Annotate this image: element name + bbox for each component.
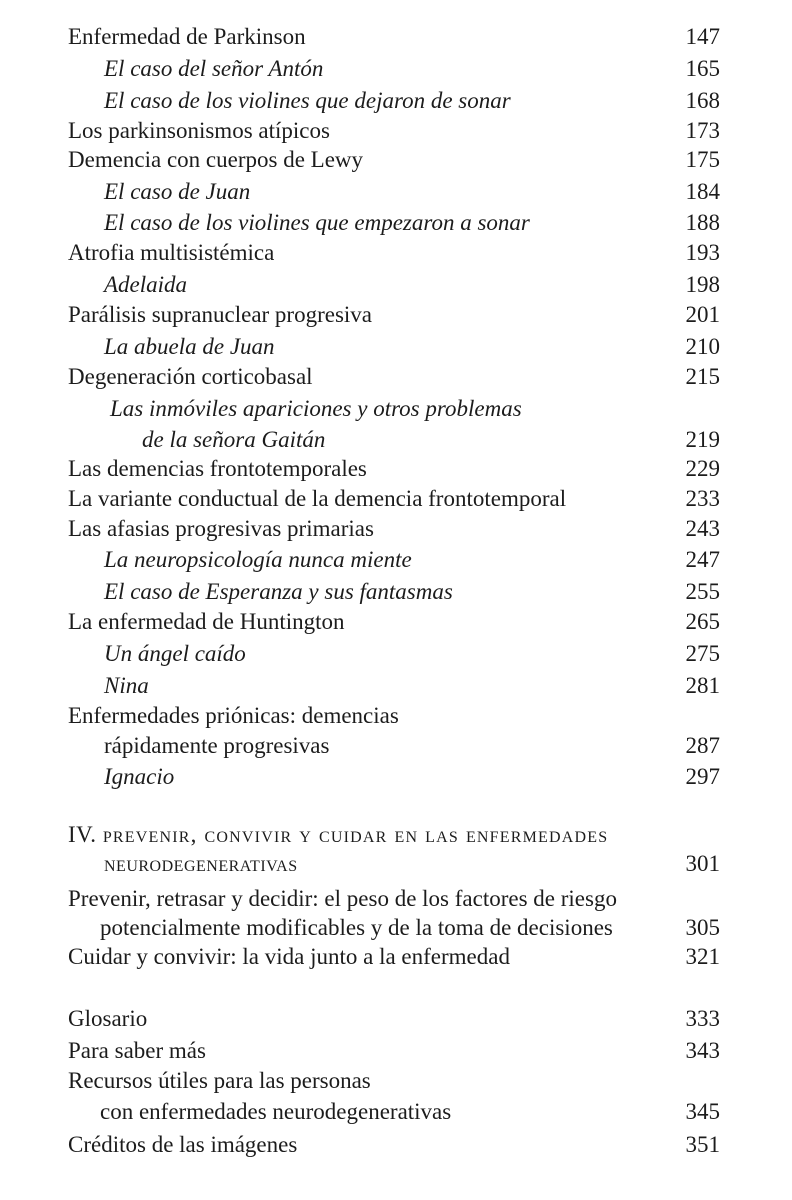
toc-entry-title: Los parkinsonismos atípicos <box>68 118 330 143</box>
toc-entry[interactable] <box>0 577 792 607</box>
toc-entry-title: La variante conductual de la demencia frontotemporal <box>68 486 567 511</box>
toc-entry[interactable] <box>0 238 792 268</box>
toc-entry-page: 188 <box>685 210 720 235</box>
toc-entry-title: Enfermedad de Parkinson <box>68 24 306 49</box>
toc-entry[interactable] <box>0 54 792 84</box>
toc-entry[interactable] <box>0 270 792 300</box>
toc-entry-page: 297 <box>685 764 720 789</box>
toc-entry-title: Recursos útiles para las personas <box>68 1068 371 1093</box>
toc-entry-title: La neuropsicología nunca miente <box>104 547 412 572</box>
toc-entry-line1[interactable] <box>0 884 792 914</box>
toc-entry-title: Las demencias frontotemporales <box>68 456 367 481</box>
toc-entry-page: 175 <box>685 147 720 172</box>
toc-entry-page: 201 <box>685 302 720 327</box>
toc-entry-page: 215 <box>685 364 720 389</box>
toc-entry-title: Degeneración corticobasal <box>68 364 313 389</box>
toc-entry[interactable] <box>0 116 792 146</box>
toc-entry-title: Cuidar y convivir: la vida junto a la enfermedad <box>68 944 510 969</box>
toc-entry-title: El caso del señor Antón <box>104 56 324 81</box>
toc-entry-page: 345 <box>685 1099 720 1124</box>
toc-entry-title: Ignacio <box>104 764 175 789</box>
toc-entry-title-continued: de la señora Gaitán <box>142 427 326 452</box>
toc-entry-line2[interactable] <box>0 425 792 455</box>
toc-entry-title: Créditos de las imágenes <box>68 1132 298 1157</box>
toc-entry-page: 243 <box>685 516 720 541</box>
toc-entry-page: 198 <box>685 272 720 297</box>
toc-entry-page: 193 <box>685 240 720 265</box>
toc-entry-title: Adelaida <box>104 272 188 297</box>
toc-entry-title: El caso de los violines que dejaron de sonar <box>104 88 511 113</box>
toc-entry-title: Enfermedades priónicas: demencias <box>68 703 399 728</box>
toc-entry-page: 147 <box>685 24 720 49</box>
toc-entry[interactable] <box>0 1004 792 1034</box>
toc-entry-title: Demencia con cuerpos de Lewy <box>68 147 364 172</box>
part-heading-line1[interactable] <box>0 820 792 850</box>
toc-entry-title: Un ángel caído <box>104 641 246 666</box>
toc-entry[interactable] <box>0 208 792 238</box>
part-page: 301 <box>685 851 720 876</box>
toc-entry[interactable] <box>0 332 792 362</box>
toc-entry-line1[interactable] <box>0 701 792 731</box>
toc-entry-line2[interactable] <box>0 731 792 761</box>
part-title: prevenir, convivir y cuidar en las enfermedades <box>102 822 609 847</box>
toc-entry-page: 305 <box>685 915 720 940</box>
toc-entry-title: El caso de Esperanza y sus fantasmas <box>104 579 453 604</box>
toc-entry-line1[interactable] <box>0 394 792 424</box>
toc-entry[interactable] <box>0 1130 792 1160</box>
toc-entry-page: 173 <box>685 118 720 143</box>
toc-entry-title-continued: potencialmente modificables y de la toma de decisiones <box>100 915 613 940</box>
toc-entry-title: Prevenir, retrasar y decidir: el peso de los factores de riesgo <box>68 886 617 911</box>
toc-entry-page: 210 <box>685 334 720 359</box>
toc-entry-page: 343 <box>685 1038 720 1063</box>
toc-entry-page: 233 <box>685 486 720 511</box>
part-title-continued: neurodegenerativas <box>104 851 298 876</box>
toc-entry-title: Para saber más <box>68 1038 206 1063</box>
toc-entry-title: El caso de los violines que empezaron a sonar <box>104 210 530 235</box>
toc-entry-title: Glosario <box>68 1006 148 1031</box>
toc-entry-title: Nina <box>104 673 149 698</box>
toc-entry-page: 219 <box>685 427 720 452</box>
toc-entry[interactable] <box>0 300 792 330</box>
toc-entry-title: Las inmóviles apariciones y otros problemas <box>110 396 522 421</box>
toc-entry[interactable] <box>0 671 792 701</box>
toc-entry[interactable] <box>0 639 792 669</box>
toc-entry[interactable] <box>0 1036 792 1066</box>
toc-entry[interactable] <box>0 762 792 792</box>
toc-entry-line2[interactable] <box>0 913 792 943</box>
toc-entry-title-continued: con enfermedades neurodegenerativas <box>100 1099 452 1124</box>
toc-entry-page: 229 <box>685 456 720 481</box>
toc-entry-page: 247 <box>685 547 720 572</box>
toc-entry[interactable] <box>0 86 792 116</box>
toc-entry-line1[interactable] <box>0 1066 792 1096</box>
part-numeral: IV. <box>68 822 97 847</box>
toc-entry-page: 351 <box>685 1132 720 1157</box>
toc-entry-page: 168 <box>685 88 720 113</box>
toc-entry[interactable] <box>0 454 792 484</box>
toc-entry[interactable] <box>0 545 792 575</box>
toc-entry-page: 321 <box>685 944 720 969</box>
toc-entry-page: 255 <box>685 579 720 604</box>
toc-entry-title: Parálisis supranuclear progresiva <box>68 302 373 327</box>
toc-entry-page: 333 <box>685 1006 720 1031</box>
toc-entry-title: La abuela de Juan <box>104 334 275 359</box>
toc-entry-title-continued: rápidamente progresivas <box>104 733 330 758</box>
toc-entry[interactable] <box>0 514 792 544</box>
toc-entry[interactable] <box>0 484 792 514</box>
toc-entry-page: 287 <box>685 733 720 758</box>
toc-entry-page: 184 <box>685 179 720 204</box>
toc-entry[interactable] <box>0 942 792 972</box>
toc-entry-page: 165 <box>685 56 720 81</box>
part-heading-line2[interactable] <box>0 849 792 879</box>
toc-entry-page: 265 <box>685 609 720 634</box>
toc-entry[interactable] <box>0 145 792 175</box>
toc-entry-title: La enfermedad de Huntington <box>68 609 345 634</box>
toc-entry-page: 281 <box>685 673 720 698</box>
toc-entry[interactable] <box>0 607 792 637</box>
toc-entry[interactable] <box>0 362 792 392</box>
toc-entry-page: 275 <box>685 641 720 666</box>
toc-entry[interactable] <box>0 177 792 207</box>
toc-entry-title: Atrofia multisistémica <box>68 240 275 265</box>
toc-entry-title: Las afasias progresivas primarias <box>68 516 374 541</box>
toc-entry[interactable] <box>0 22 792 52</box>
toc-entry-line2[interactable] <box>0 1097 792 1127</box>
toc-entry-title: El caso de Juan <box>104 179 251 204</box>
